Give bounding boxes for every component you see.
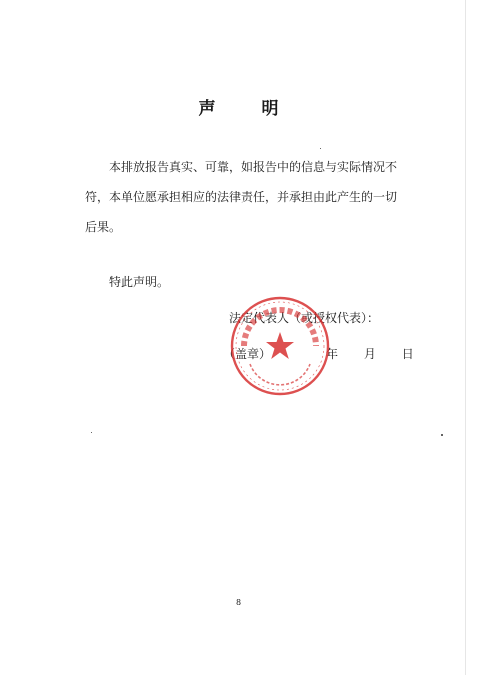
scan-speck [91,432,92,433]
paragraph-line-2: 符，本单位愿承担相应的法律责任，并承担由此产生的一切 [85,190,398,204]
paragraph-line-1: 本排放报告真实、可靠，如报告中的信息与实际情况不 [109,160,398,174]
declaration-paragraph [85,152,415,242]
scan-speck [441,434,443,436]
representative-label: 法定代表人（或授权代表）： [229,311,380,325]
page-number: 8 [235,598,242,607]
closing-statement: 特此声明。 [109,275,170,289]
paragraph-line-3: 后果。 [85,220,122,234]
date-line [326,345,414,363]
page-title: 声 明 [198,99,299,119]
date-day-label: 日 [401,347,414,361]
seal-label: （盖章） [223,347,272,361]
date-month-label: 月 [363,347,376,361]
scan-speck [320,148,321,149]
star-icon [266,332,294,359]
date-year-label: 年 [326,347,339,361]
company-seal [228,294,332,398]
